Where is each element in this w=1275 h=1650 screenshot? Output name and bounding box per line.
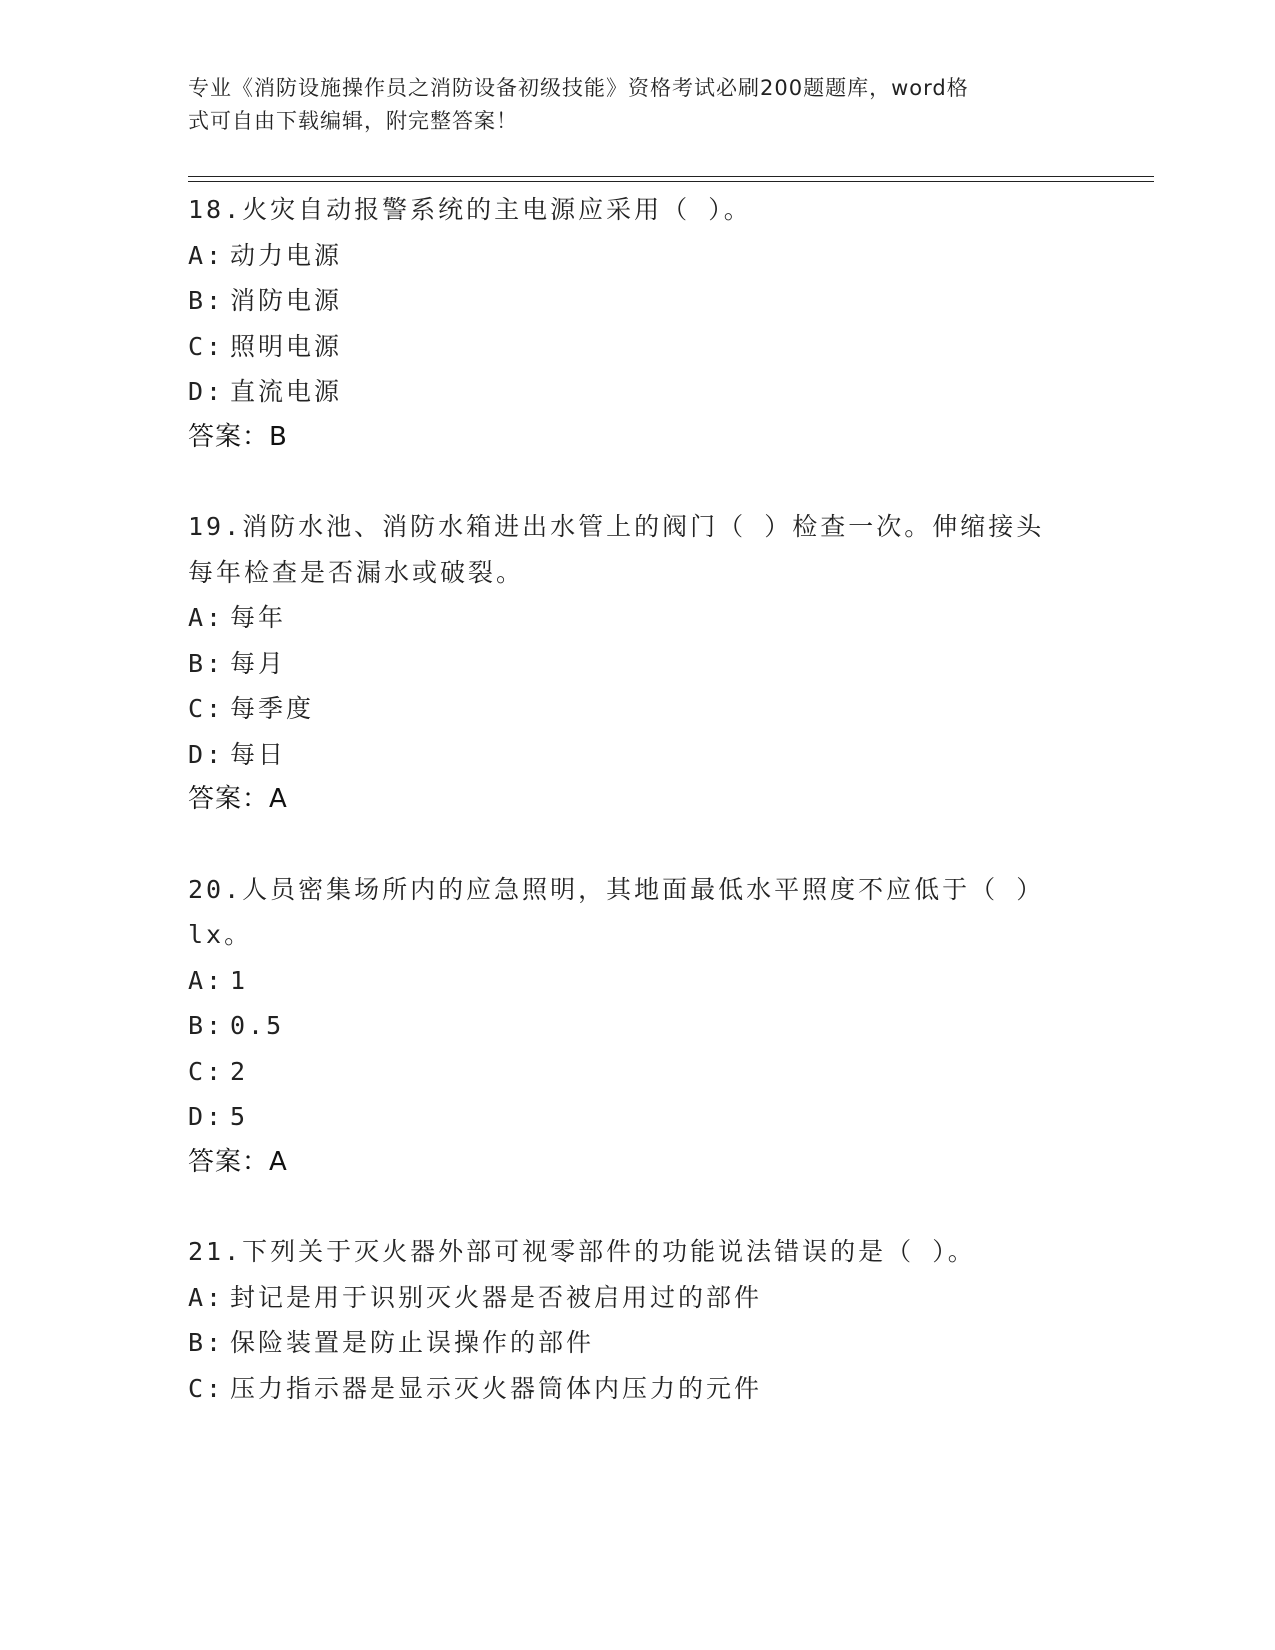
question-stem-line: 每年检查是否漏水或破裂。	[188, 557, 525, 587]
option-b	[188, 641, 1088, 687]
option-a	[188, 233, 1088, 279]
header-line-1: 专业《消防设施操作员之消防设备初级技能》资格考试必刷200题题库，word格	[188, 76, 969, 100]
option-text: 保险装置是防止误操作的部件	[230, 1328, 595, 1357]
question-stem	[188, 187, 1068, 233]
option-text: 消防电源	[230, 286, 343, 315]
option-b	[188, 1003, 1088, 1049]
option-letter: A:	[188, 240, 225, 270]
option-text: 5	[230, 1102, 249, 1131]
option-a	[188, 1275, 1088, 1321]
question-stem	[188, 1229, 1068, 1275]
option-letter: B:	[188, 648, 225, 678]
option-d	[188, 369, 1088, 415]
option-text: 每月	[230, 648, 287, 678]
question-19	[188, 504, 1088, 823]
option-text: 每日	[230, 739, 287, 769]
option-letter: C:	[188, 694, 225, 723]
question-stem-line: 21.下列关于灭火器外部可视零部件的功能说法错误的是（ ）。	[188, 1237, 976, 1266]
option-c	[188, 686, 1088, 732]
question-stem-line: 20.人员密集场所内的应急照明，其地面最低水平照度不应低于（ ）	[188, 874, 1045, 904]
option-letter: C:	[188, 1056, 225, 1086]
option-d	[188, 1094, 1088, 1140]
answer-line: 答案：B	[188, 421, 288, 452]
option-letter: B:	[188, 1328, 225, 1357]
answer-line: 答案：A	[188, 784, 288, 814]
option-letter: A:	[188, 1282, 225, 1312]
question-20	[188, 867, 1088, 1186]
option-letter: C:	[188, 331, 225, 361]
question-21	[188, 1229, 1088, 1411]
question-stem-line: 18.火灾自动报警系统的主电源应采用（ ）。	[188, 195, 752, 224]
header-line-2: 式可自由下载编辑，附完整答案！	[188, 109, 518, 133]
document-header	[188, 72, 1068, 138]
option-text: 压力指示器是显示灭火器筒体内压力的元件	[230, 1373, 763, 1403]
option-text: 每季度	[230, 694, 315, 723]
option-letter: B:	[188, 1011, 225, 1040]
question-list	[188, 187, 1088, 1411]
option-letter: C:	[188, 1373, 225, 1403]
question-stem	[188, 867, 1068, 958]
question-18	[188, 187, 1088, 460]
option-text: 0.5	[230, 1011, 285, 1040]
question-stem-line: lx。	[188, 920, 253, 949]
option-text: 动力电源	[230, 240, 343, 270]
option-c	[188, 1049, 1088, 1095]
option-letter: D:	[188, 377, 225, 406]
option-text: 1	[230, 965, 249, 995]
option-text: 每年	[230, 603, 287, 632]
option-letter: A:	[188, 965, 225, 995]
option-a	[188, 595, 1088, 641]
option-text: 直流电源	[230, 377, 343, 406]
option-text: 封记是用于识别灭火器是否被启用过的部件	[230, 1282, 763, 1312]
option-c	[188, 324, 1088, 370]
option-letter: A:	[188, 603, 225, 632]
option-text: 照明电源	[230, 331, 343, 361]
option-a	[188, 958, 1088, 1004]
header-divider-bottom	[188, 181, 1154, 182]
option-d	[188, 732, 1088, 778]
option-b	[188, 1320, 1088, 1366]
option-text: 2	[230, 1056, 249, 1086]
answer-line: 答案：A	[188, 1146, 288, 1177]
question-stem-line: 19.消防水池、消防水箱进出水管上的阀门（ ）检查一次。伸缩接头	[188, 512, 1045, 541]
option-c	[188, 1366, 1088, 1412]
option-b	[188, 278, 1088, 324]
option-letter: B:	[188, 286, 225, 315]
header-divider-top	[188, 176, 1154, 177]
question-stem	[188, 504, 1068, 595]
option-letter: D:	[188, 1102, 225, 1131]
option-letter: D:	[188, 739, 225, 769]
